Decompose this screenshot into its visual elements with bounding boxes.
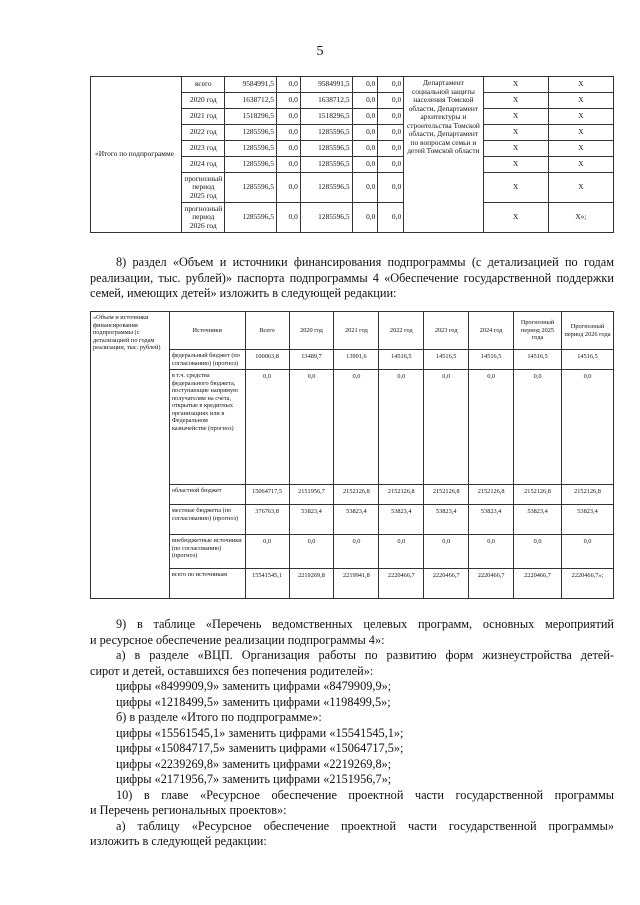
value-cell: 0,0 <box>424 535 469 569</box>
value-cell: 14516,5 <box>424 350 469 370</box>
x-cell: Х <box>483 93 548 109</box>
row-label: «Итого по подпрограмме <box>91 77 182 233</box>
value-cell: 0,0 <box>352 125 378 141</box>
subprogram-total-table <box>90 76 614 233</box>
value-cell: 0,0 <box>276 125 300 141</box>
source-cell: внебюджетные источники (по согласованию) (прогноз) <box>169 535 245 569</box>
total-cell: 1285596,5 <box>225 173 277 203</box>
text-line: б) в разделе «Итого по подпрограмме»: <box>116 710 322 724</box>
total-cell: 1285596,5 <box>225 157 277 173</box>
text-line: и Перечень региональных проектов»: <box>90 803 287 817</box>
value-cell: 0,0 <box>469 535 514 569</box>
text-line: цифры «2171956,7» заменить цифрами «2151956,7»; <box>116 772 392 786</box>
period-cell: всего <box>182 77 225 93</box>
text-line: а) таблицу «Ресурсное обеспечение проектной части государственной программы» <box>116 818 614 833</box>
value-cell: 2152126,8 <box>469 485 514 505</box>
value-cell: 2220466,7»; <box>562 569 614 599</box>
department-cell: Департамент социальной защиты населения Томской области, Департамент архитектуры и строительства Томской области, Департамент по вопросам семьи и детей Томской области <box>404 77 484 233</box>
value-cell: 0,0 <box>378 93 404 109</box>
value-cell: 0,0 <box>379 370 424 485</box>
column-header: 2022 год <box>379 312 424 350</box>
value-cell: 0,0 <box>352 141 378 157</box>
text-line: а) в разделе «ВЦП. Организация работы по развитию форм жизнеустройства детей- <box>116 648 614 662</box>
period-cell: прогнозный период 2026 год <box>182 203 225 233</box>
value-cell: 2152126,8 <box>379 485 424 505</box>
value-cell: 1285596,5 <box>300 203 352 233</box>
column-header: Всего <box>245 312 289 350</box>
text-line: и ресурсное обеспечение реализации подпрограммы 4»: <box>90 632 385 647</box>
x-cell: Х <box>548 141 613 157</box>
text-line: цифры «15084717,5» заменить цифрами «15064717,5»; <box>116 741 404 755</box>
x-cell: Х <box>483 173 548 203</box>
value-cell: 1638712,5 <box>300 93 352 109</box>
value-cell: 53823,4 <box>424 505 469 535</box>
value-cell: 0,0 <box>276 173 300 203</box>
value-cell: 2152126,8 <box>334 485 379 505</box>
value-cell: 0,0 <box>276 77 300 93</box>
total-cell: 1285596,5 <box>225 203 277 233</box>
table-row <box>91 77 614 93</box>
value-cell: 100063,8 <box>245 350 289 370</box>
value-cell: 0,0 <box>352 173 378 203</box>
source-cell: федеральный бюджет (по согласованию) (прогноз) <box>169 350 245 370</box>
period-cell: 2021 год <box>182 109 225 125</box>
x-cell: Х <box>548 157 613 173</box>
value-cell: 0,0 <box>276 109 300 125</box>
x-cell: Х <box>483 77 548 93</box>
value-cell: 2152126,8 <box>514 485 562 505</box>
column-header: 2020 год <box>289 312 334 350</box>
header-row <box>91 312 614 350</box>
value-cell: 0,0 <box>289 370 334 485</box>
value-cell: 0,0 <box>378 109 404 125</box>
total-cell: 9584991,5 <box>225 77 277 93</box>
value-cell: 2219269,8 <box>289 569 334 599</box>
value-cell: 0,0 <box>562 535 614 569</box>
value-cell: 0,0 <box>352 93 378 109</box>
value-cell: 14516,5 <box>562 350 614 370</box>
value-cell: 376763,8 <box>245 505 289 535</box>
x-cell: Х <box>483 109 548 125</box>
column-header: Источники <box>169 312 245 350</box>
value-cell: 14516,5 <box>379 350 424 370</box>
total-cell: 1638712,5 <box>225 93 277 109</box>
text-line: изложить в следующей редакции: <box>90 834 267 848</box>
value-cell: 14516,5 <box>469 350 514 370</box>
x-cell: Х <box>548 93 613 109</box>
value-cell: 0,0 <box>352 203 378 233</box>
value-cell: 0,0 <box>276 157 300 173</box>
source-cell: областной бюджет <box>169 485 245 505</box>
x-cell: Х <box>548 109 613 125</box>
value-cell: 0,0 <box>378 77 404 93</box>
x-cell: Х <box>483 157 548 173</box>
x-cell: Х <box>548 173 613 203</box>
value-cell: 0,0 <box>245 535 289 569</box>
page-number: 5 <box>316 44 324 59</box>
value-cell: 0,0 <box>469 370 514 485</box>
amendment-text <box>90 617 614 850</box>
table-row <box>91 350 614 370</box>
value-cell: 15541545,1 <box>245 569 289 599</box>
x-cell: Х <box>548 125 613 141</box>
financing-sources-table <box>90 311 614 599</box>
value-cell: 9584991,5 <box>300 77 352 93</box>
value-cell: 2220466,7 <box>424 569 469 599</box>
value-cell: 0,0 <box>378 141 404 157</box>
column-header: Прогнозный период 2025 года <box>514 312 562 350</box>
table-row <box>91 370 614 485</box>
total-cell: 1518296,5 <box>225 109 277 125</box>
period-cell: 2022 год <box>182 125 225 141</box>
value-cell: 13991,6 <box>334 350 379 370</box>
x-cell: Х <box>483 125 548 141</box>
value-cell: 2151956,7 <box>289 485 334 505</box>
value-cell: 0,0 <box>379 535 424 569</box>
column-header: 2023 год <box>424 312 469 350</box>
value-cell: 0,0 <box>289 535 334 569</box>
period-cell: 2023 год <box>182 141 225 157</box>
value-cell: 2220466,7 <box>379 569 424 599</box>
source-cell: всего по источникам <box>169 569 245 599</box>
value-cell: 2219941,8 <box>334 569 379 599</box>
value-cell: 0,0 <box>276 93 300 109</box>
value-cell: 0,0 <box>378 173 404 203</box>
value-cell: 0,0 <box>514 370 562 485</box>
value-cell: 0,0 <box>245 370 289 485</box>
x-cell: Х»; <box>548 203 613 233</box>
value-cell: 2152126,8 <box>562 485 614 505</box>
text-line: сирот и детей, оставшихся без попечения родителей»: <box>90 663 374 678</box>
value-cell: 1285596,5 <box>300 173 352 203</box>
text-line: цифры «15561545,1» заменить цифрами «15541545,1»; <box>116 725 404 740</box>
value-cell: 1285596,5 <box>300 125 352 141</box>
column-header: 2021 год <box>334 312 379 350</box>
value-cell: 53823,4 <box>289 505 334 535</box>
text-line: цифры «8499909,9» заменить цифрами «8479909,9»; <box>116 679 392 693</box>
period-cell: 2024 год <box>182 157 225 173</box>
value-cell: 53823,4 <box>562 505 614 535</box>
value-cell: 53823,4 <box>469 505 514 535</box>
text-line: 9) в таблице «Перечень ведомственных целевых программ, основных мероприятий <box>116 617 614 631</box>
value-cell: 0,0 <box>378 203 404 233</box>
value-cell: 53823,4 <box>379 505 424 535</box>
x-cell: Х <box>483 141 548 157</box>
value-cell: 1285596,5 <box>300 141 352 157</box>
value-cell: 0,0 <box>378 157 404 173</box>
value-cell: 0,0 <box>562 370 614 485</box>
source-cell: местные бюджеты (по согласованию) (прогноз) <box>169 505 245 535</box>
x-cell: Х <box>548 77 613 93</box>
table-row <box>91 485 614 505</box>
value-cell: 15064717,5 <box>245 485 289 505</box>
value-cell: 1518296,5 <box>300 109 352 125</box>
total-cell: 1285596,5 <box>225 125 277 141</box>
value-cell: 1285596,5 <box>300 157 352 173</box>
column-header: 2024 год <box>469 312 514 350</box>
value-cell: 53823,4 <box>514 505 562 535</box>
table-row <box>91 505 614 535</box>
value-cell: 14516,5 <box>514 350 562 370</box>
value-cell: 2220466,7 <box>469 569 514 599</box>
value-cell: 0,0 <box>352 157 378 173</box>
value-cell: 0,0 <box>424 370 469 485</box>
period-cell: прогнозный период 2025 год <box>182 173 225 203</box>
value-cell: 0,0 <box>334 535 379 569</box>
text-line: цифры «2239269,8» заменить цифрами «2219269,8»; <box>116 756 392 771</box>
text-line: цифры «1218499,5» заменить цифрами «1198499,5»; <box>116 694 391 709</box>
value-cell: 0,0 <box>514 535 562 569</box>
value-cell: 0,0 <box>276 203 300 233</box>
value-cell: 0,0 <box>378 125 404 141</box>
value-cell: 0,0 <box>334 370 379 485</box>
value-cell: 2152126,8 <box>424 485 469 505</box>
table-row <box>91 535 614 569</box>
first-cell: «Объем и источники финансирования подпрограммы (с детализацией по годам реализации, тыс. рублей) <box>91 312 170 599</box>
source-cell: в т.ч. средства федерального бюджета, поступающие напрямую получателям на счета, открытые в кредитных организациях или в Федеральном казначействе (прогноз) <box>169 370 245 485</box>
x-cell: Х <box>483 203 548 233</box>
value-cell: 2220466,7 <box>514 569 562 599</box>
value-cell: 0,0 <box>276 141 300 157</box>
value-cell: 53823,4 <box>334 505 379 535</box>
table-row <box>91 569 614 599</box>
value-cell: 0,0 <box>352 109 378 125</box>
value-cell: 13489,7 <box>289 350 334 370</box>
total-cell: 1285596,5 <box>225 141 277 157</box>
column-header: Прогнозный период 2026 года <box>562 312 614 350</box>
text-line: 10) в главе «Ресурсное обеспечение проектной части государственной программы <box>116 787 614 802</box>
paragraph-8: 8) раздел «Объем и источники финансирования подпрограммы (с детализацией по годам реализации, тыс. рублей)» паспорта подпрограммы 4 «Обеспечение государственной поддержки семей, имеющих детей» изложить в следующей редакции: <box>90 255 614 300</box>
period-cell: 2020 год <box>182 93 225 109</box>
value-cell: 0,0 <box>352 77 378 93</box>
